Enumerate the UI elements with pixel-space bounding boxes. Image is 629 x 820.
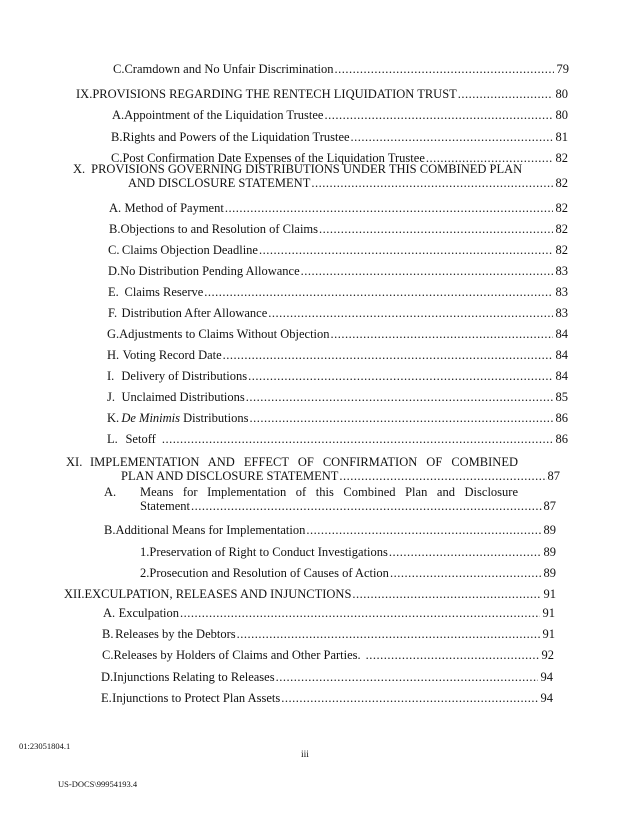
toc-entry[interactable] — [102, 648, 554, 662]
toc-leader-dots — [259, 243, 553, 257]
toc-section-heading[interactable] — [66, 455, 560, 483]
toc-entry-page: 91 — [542, 606, 555, 620]
toc-entry-page: 84 — [555, 348, 568, 362]
toc-entry-number: F. — [108, 306, 118, 320]
toc-subentry-number: 2. — [140, 566, 150, 580]
toc-section-title-line1: PROVISIONS GOVERNING DISTRIBUTIONS UNDER THIS COMBINED PLAN — [91, 162, 523, 176]
toc-subentry-title: Prosecution and Resolution of Causes of Action — [149, 566, 389, 580]
toc-entry[interactable] — [107, 432, 568, 446]
toc-entry[interactable] — [107, 390, 568, 404]
toc-entry-number: C. — [108, 243, 120, 257]
toc-section-title: PROVISIONS REGARDING THE RENTECH LIQUIDATION TRUST — [92, 87, 457, 101]
toc-leader-dots — [389, 545, 541, 559]
toc-entry-page: 91 — [543, 587, 556, 601]
toc-leader-dots — [180, 606, 540, 620]
toc-entry-page: 89 — [543, 545, 556, 559]
toc-leader-dots — [268, 306, 553, 320]
toc-entry-title: Method of Payment — [124, 201, 224, 215]
toc-entry-page: 82 — [555, 243, 568, 257]
toc-entry[interactable] — [112, 108, 568, 122]
toc-entry-title: Claims Objection Deadline — [121, 243, 258, 257]
toc-entry-page: 80 — [555, 87, 568, 101]
toc-entry-page: 83 — [555, 285, 568, 299]
toc-entry[interactable] — [107, 327, 568, 341]
toc-entry[interactable] — [108, 243, 568, 257]
toc-section-title-line2: AND DISCLOSURE STATEMENT — [128, 176, 311, 190]
toc-leader-dots — [351, 130, 553, 144]
toc-leader-dots — [334, 62, 554, 76]
toc-section-title: EXCULPATION, RELEASES AND INJUNCTIONS — [84, 587, 352, 601]
toc-leader-dots — [311, 176, 554, 190]
toc-entry-title: Post Confirmation Date Expenses of the Liquidation Trustee — [122, 151, 425, 165]
toc-entry-number: B. — [111, 130, 123, 144]
toc-entry-title: Unclaimed Distributions — [121, 390, 245, 404]
toc-entry[interactable] — [102, 627, 555, 641]
toc-leader-dots — [324, 108, 553, 122]
toc-entry-page: 87 — [547, 469, 560, 483]
toc-entry-page: 85 — [555, 390, 568, 404]
toc-entry-title: Distribution After Allowance — [121, 306, 268, 320]
toc-entry-title: Injunctions Relating to Releases — [113, 670, 275, 684]
toc-entry-number: E. — [108, 285, 119, 299]
toc-section-heading[interactable] — [73, 162, 568, 190]
toc-section-heading[interactable] — [76, 87, 568, 101]
toc-entry[interactable] — [107, 411, 568, 425]
toc-entry-page: 79 — [556, 62, 569, 76]
toc-entry-number: B. — [102, 627, 114, 641]
toc-section-number: XII. — [64, 587, 85, 601]
toc-entry-title: Additional Means for Implementation — [115, 523, 306, 537]
toc-entry-page: 94 — [540, 691, 553, 705]
toc-leader-dots — [390, 566, 541, 580]
toc-entry-number: G. — [107, 327, 120, 341]
toc-entry-page: 82 — [555, 151, 568, 165]
toc-section-title-line1: IMPLEMENTATION AND EFFECT OF CONFIRMATION OF COMBINED — [90, 455, 518, 469]
toc-entry-title: Cramdown and No Unfair Discrimination — [124, 62, 334, 76]
toc-entry[interactable] — [103, 606, 555, 620]
toc-entry-number: C. — [102, 648, 114, 662]
toc-entry-title-line1: Means for Implementation of this Combined Plan and Disclosure — [140, 485, 518, 499]
toc-leader-dots — [306, 523, 541, 537]
toc-subentry[interactable] — [140, 545, 556, 559]
toc-entry[interactable] — [113, 62, 569, 76]
toc-entry-number: L. — [107, 432, 118, 446]
toc-entry-title: Delivery of Distributions — [121, 369, 248, 383]
toc-entry-title: No Distribution Pending Allowance — [120, 264, 300, 278]
toc-entry[interactable] — [107, 348, 568, 362]
toc-leader-dots — [223, 348, 553, 362]
toc-entry-page: 82 — [555, 176, 568, 190]
toc-entry[interactable] — [108, 264, 568, 278]
toc-entry-number: A. — [104, 485, 117, 499]
toc-entry-number: A. — [109, 201, 122, 215]
toc-entry-page: 89 — [543, 566, 556, 580]
toc-entry-title: Releases by the Debtors — [115, 627, 236, 641]
toc-entry[interactable] — [101, 670, 553, 684]
toc-entry-title: Setoff — [125, 432, 156, 446]
toc-entry-page: 91 — [542, 627, 555, 641]
toc-leader-dots — [249, 411, 553, 425]
toc-entry-title-line2: Statement — [140, 499, 190, 513]
toc-section-heading[interactable] — [64, 587, 556, 601]
toc-entry-number: C. — [111, 151, 123, 165]
toc-entry-page: 92 — [541, 648, 554, 662]
toc-entry-page: 82 — [555, 222, 568, 236]
toc-entry-title: Voting Record Date — [122, 348, 222, 362]
toc-subentry-title: Preservation of Right to Conduct Investigations — [149, 545, 388, 559]
toc-entry-number: E. — [101, 691, 112, 705]
toc-subentry[interactable] — [140, 566, 556, 580]
toc-leader-dots — [246, 390, 553, 404]
toc-section-number: IX. — [76, 87, 93, 101]
toc-leader-dots — [339, 469, 546, 483]
toc-entry[interactable] — [104, 485, 556, 513]
toc-entry-title — [121, 411, 248, 425]
footer-doc-id: 01:23051804.1 — [19, 741, 71, 751]
toc-leader-dots — [204, 285, 553, 299]
toc-entry-number: K. — [107, 411, 120, 425]
toc-entry-page: 80 — [555, 108, 568, 122]
toc-section-title-line2: PLAN AND DISCLOSURE STATEMENT — [121, 469, 339, 483]
toc-entry-number: I. — [107, 369, 115, 383]
toc-entry-number: C. — [113, 62, 125, 76]
toc-entry[interactable] — [101, 691, 553, 705]
toc-entry[interactable] — [111, 130, 568, 144]
toc-leader-dots — [225, 201, 553, 215]
toc-entry-number: A. — [103, 606, 116, 620]
toc-leader-dots — [319, 222, 553, 236]
toc-entry[interactable] — [108, 285, 568, 299]
toc-entry[interactable] — [104, 523, 556, 537]
toc-leader-dots — [191, 499, 543, 513]
toc-entry-page: 94 — [540, 670, 553, 684]
toc-entry-page: 81 — [555, 130, 568, 144]
toc-entry-number: H. — [107, 348, 120, 362]
toc-entry[interactable] — [108, 306, 568, 320]
toc-entry-title: Objections to and Resolution of Claims — [120, 222, 319, 236]
toc-entry-title: Injunctions to Protect Plan Assets — [112, 691, 281, 705]
toc-leader-dots — [276, 670, 538, 684]
toc-entry-title: Adjustments to Claims Without Objection — [119, 327, 330, 341]
toc-entry-title: Claims Reserve — [124, 285, 204, 299]
toc-entry-number: B. — [109, 222, 121, 236]
toc-entry-number: D. — [101, 670, 114, 684]
toc-section-number: XI. — [66, 455, 83, 469]
toc-entry-title: Exculpation — [118, 606, 180, 620]
toc-entry[interactable] — [109, 222, 568, 236]
toc-entry-title: Rights and Powers of the Liquidation Trustee — [122, 130, 350, 144]
toc-entry-number: B. — [104, 523, 116, 537]
toc-leader-dots — [331, 327, 553, 341]
toc-entry-number: J. — [107, 390, 115, 404]
footer-page-number: iii — [301, 750, 309, 760]
toc-entry-number: D. — [108, 264, 121, 278]
toc-subentry-number: 1. — [140, 545, 150, 559]
toc-entry-page: 86 — [555, 432, 568, 446]
toc-entry-page: 87 — [543, 499, 556, 513]
toc-entry-title-rest: Distributions — [180, 411, 249, 425]
toc-entry-page: 83 — [555, 264, 568, 278]
toc-entry-page: 83 — [555, 306, 568, 320]
toc-entry[interactable] — [107, 369, 568, 383]
toc-entry-page: 86 — [555, 411, 568, 425]
toc-entry-title-italic: De Minimis — [121, 411, 181, 425]
toc-leader-dots — [458, 87, 553, 101]
toc-leader-dots — [237, 627, 540, 641]
toc-leader-dots — [366, 648, 539, 662]
toc-entry-number: A. — [112, 108, 125, 122]
toc-leader-dots — [248, 369, 553, 383]
toc-leader-dots — [301, 264, 553, 278]
toc-entry-page: 82 — [555, 201, 568, 215]
footer-doc-id-secondary: US-DOCS\99954193.4 — [58, 779, 138, 789]
toc-entry-title: Appointment of the Liquidation Trustee — [124, 108, 324, 122]
toc-entry-title: Releases by Holders of Claims and Other Parties. — [113, 648, 361, 662]
toc-leader-dots — [281, 691, 538, 705]
toc-entry-page: 84 — [555, 369, 568, 383]
toc-section-number: X. — [73, 162, 86, 176]
toc-leader-dots — [352, 587, 541, 601]
toc-entry-page: 89 — [543, 523, 556, 537]
toc-entry-page: 84 — [555, 327, 568, 341]
toc-entry[interactable] — [109, 201, 568, 215]
toc-leader-dots — [162, 432, 553, 446]
